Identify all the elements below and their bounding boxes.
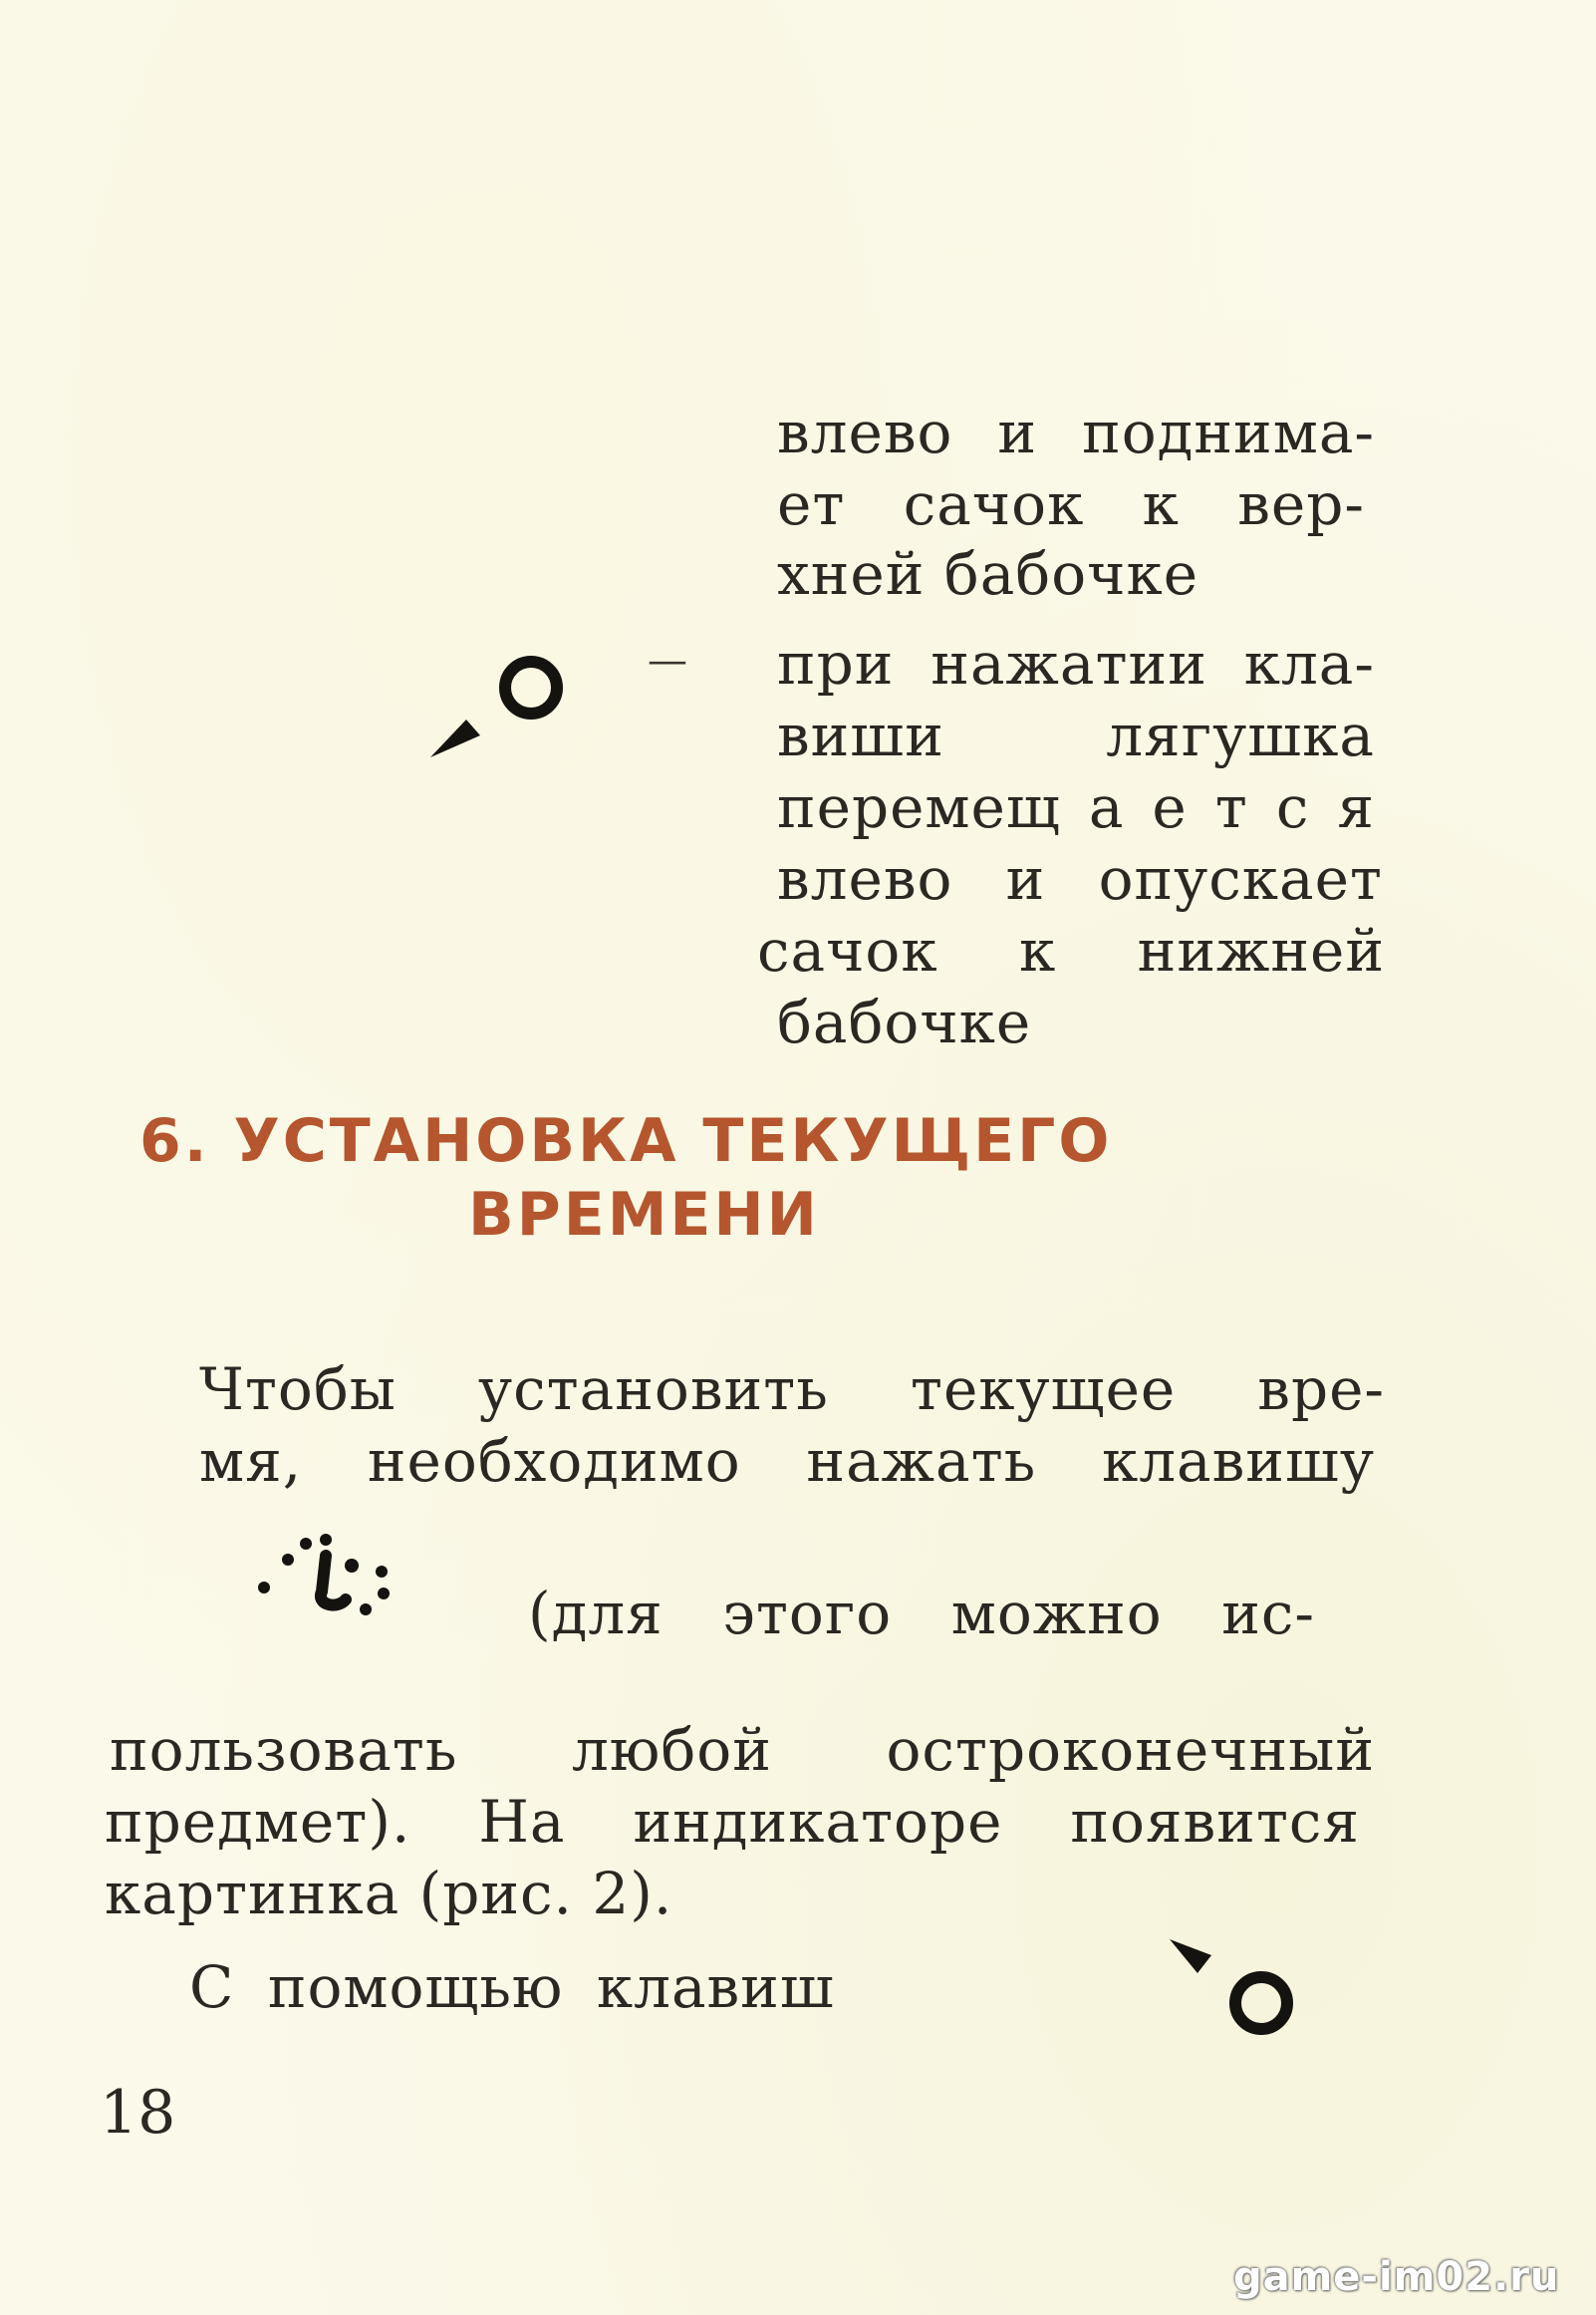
- upper-block-line-2: ет сачок к вер-: [777, 470, 1365, 538]
- paragraph-2-line-2: предмет). На индикаторе появится: [105, 1788, 1360, 1856]
- section-title-1: УСТАНОВКА ТЕКУЩЕГО: [233, 1106, 1113, 1176]
- paragraph-2-line-3: картинка (рис. 2).: [105, 1860, 673, 1927]
- up-left-arrow-key-icon: [1166, 1933, 1315, 2063]
- section-heading-line-2: ВРЕМЕНИ: [468, 1180, 820, 1250]
- dash: —: [648, 638, 687, 684]
- down-left-arrow-key-icon: [426, 646, 576, 765]
- lower-block-line-1: при нажатии кла-: [777, 630, 1375, 698]
- paragraph-2-line-1: пользовать любой остроконечный: [110, 1716, 1375, 1784]
- section-heading-line-1: [139, 1104, 1112, 1178]
- inline-after-icon: (для этого можно ис-: [528, 1580, 1315, 1647]
- upper-block-line-3: хней бабочке: [777, 540, 1199, 608]
- paragraph-1-line-2: мя, необходимо нажать клавишу: [199, 1427, 1375, 1495]
- paragraph-3-line-1: С помощью клавиш: [189, 1953, 835, 2021]
- paragraph-1-line-1: Чтобы установить текущее вре-: [199, 1355, 1385, 1423]
- lower-block-line-4: влево и опускает: [777, 845, 1383, 913]
- site-watermark: game-im02.ru: [1233, 2254, 1560, 2300]
- upper-block-line-1: влево и поднима-: [777, 399, 1375, 466]
- clock-dots-key-icon: [254, 1530, 403, 1619]
- section-number: 6.: [139, 1106, 210, 1176]
- lower-block-line-3: перемещ а е т с я: [777, 773, 1375, 841]
- lower-block-line-6: бабочке: [777, 989, 1032, 1056]
- lower-block-line-2: виши лягушка: [777, 702, 1375, 769]
- lower-block-line-5: сачок к нижней: [757, 917, 1385, 985]
- page-number: 18: [100, 2078, 176, 2148]
